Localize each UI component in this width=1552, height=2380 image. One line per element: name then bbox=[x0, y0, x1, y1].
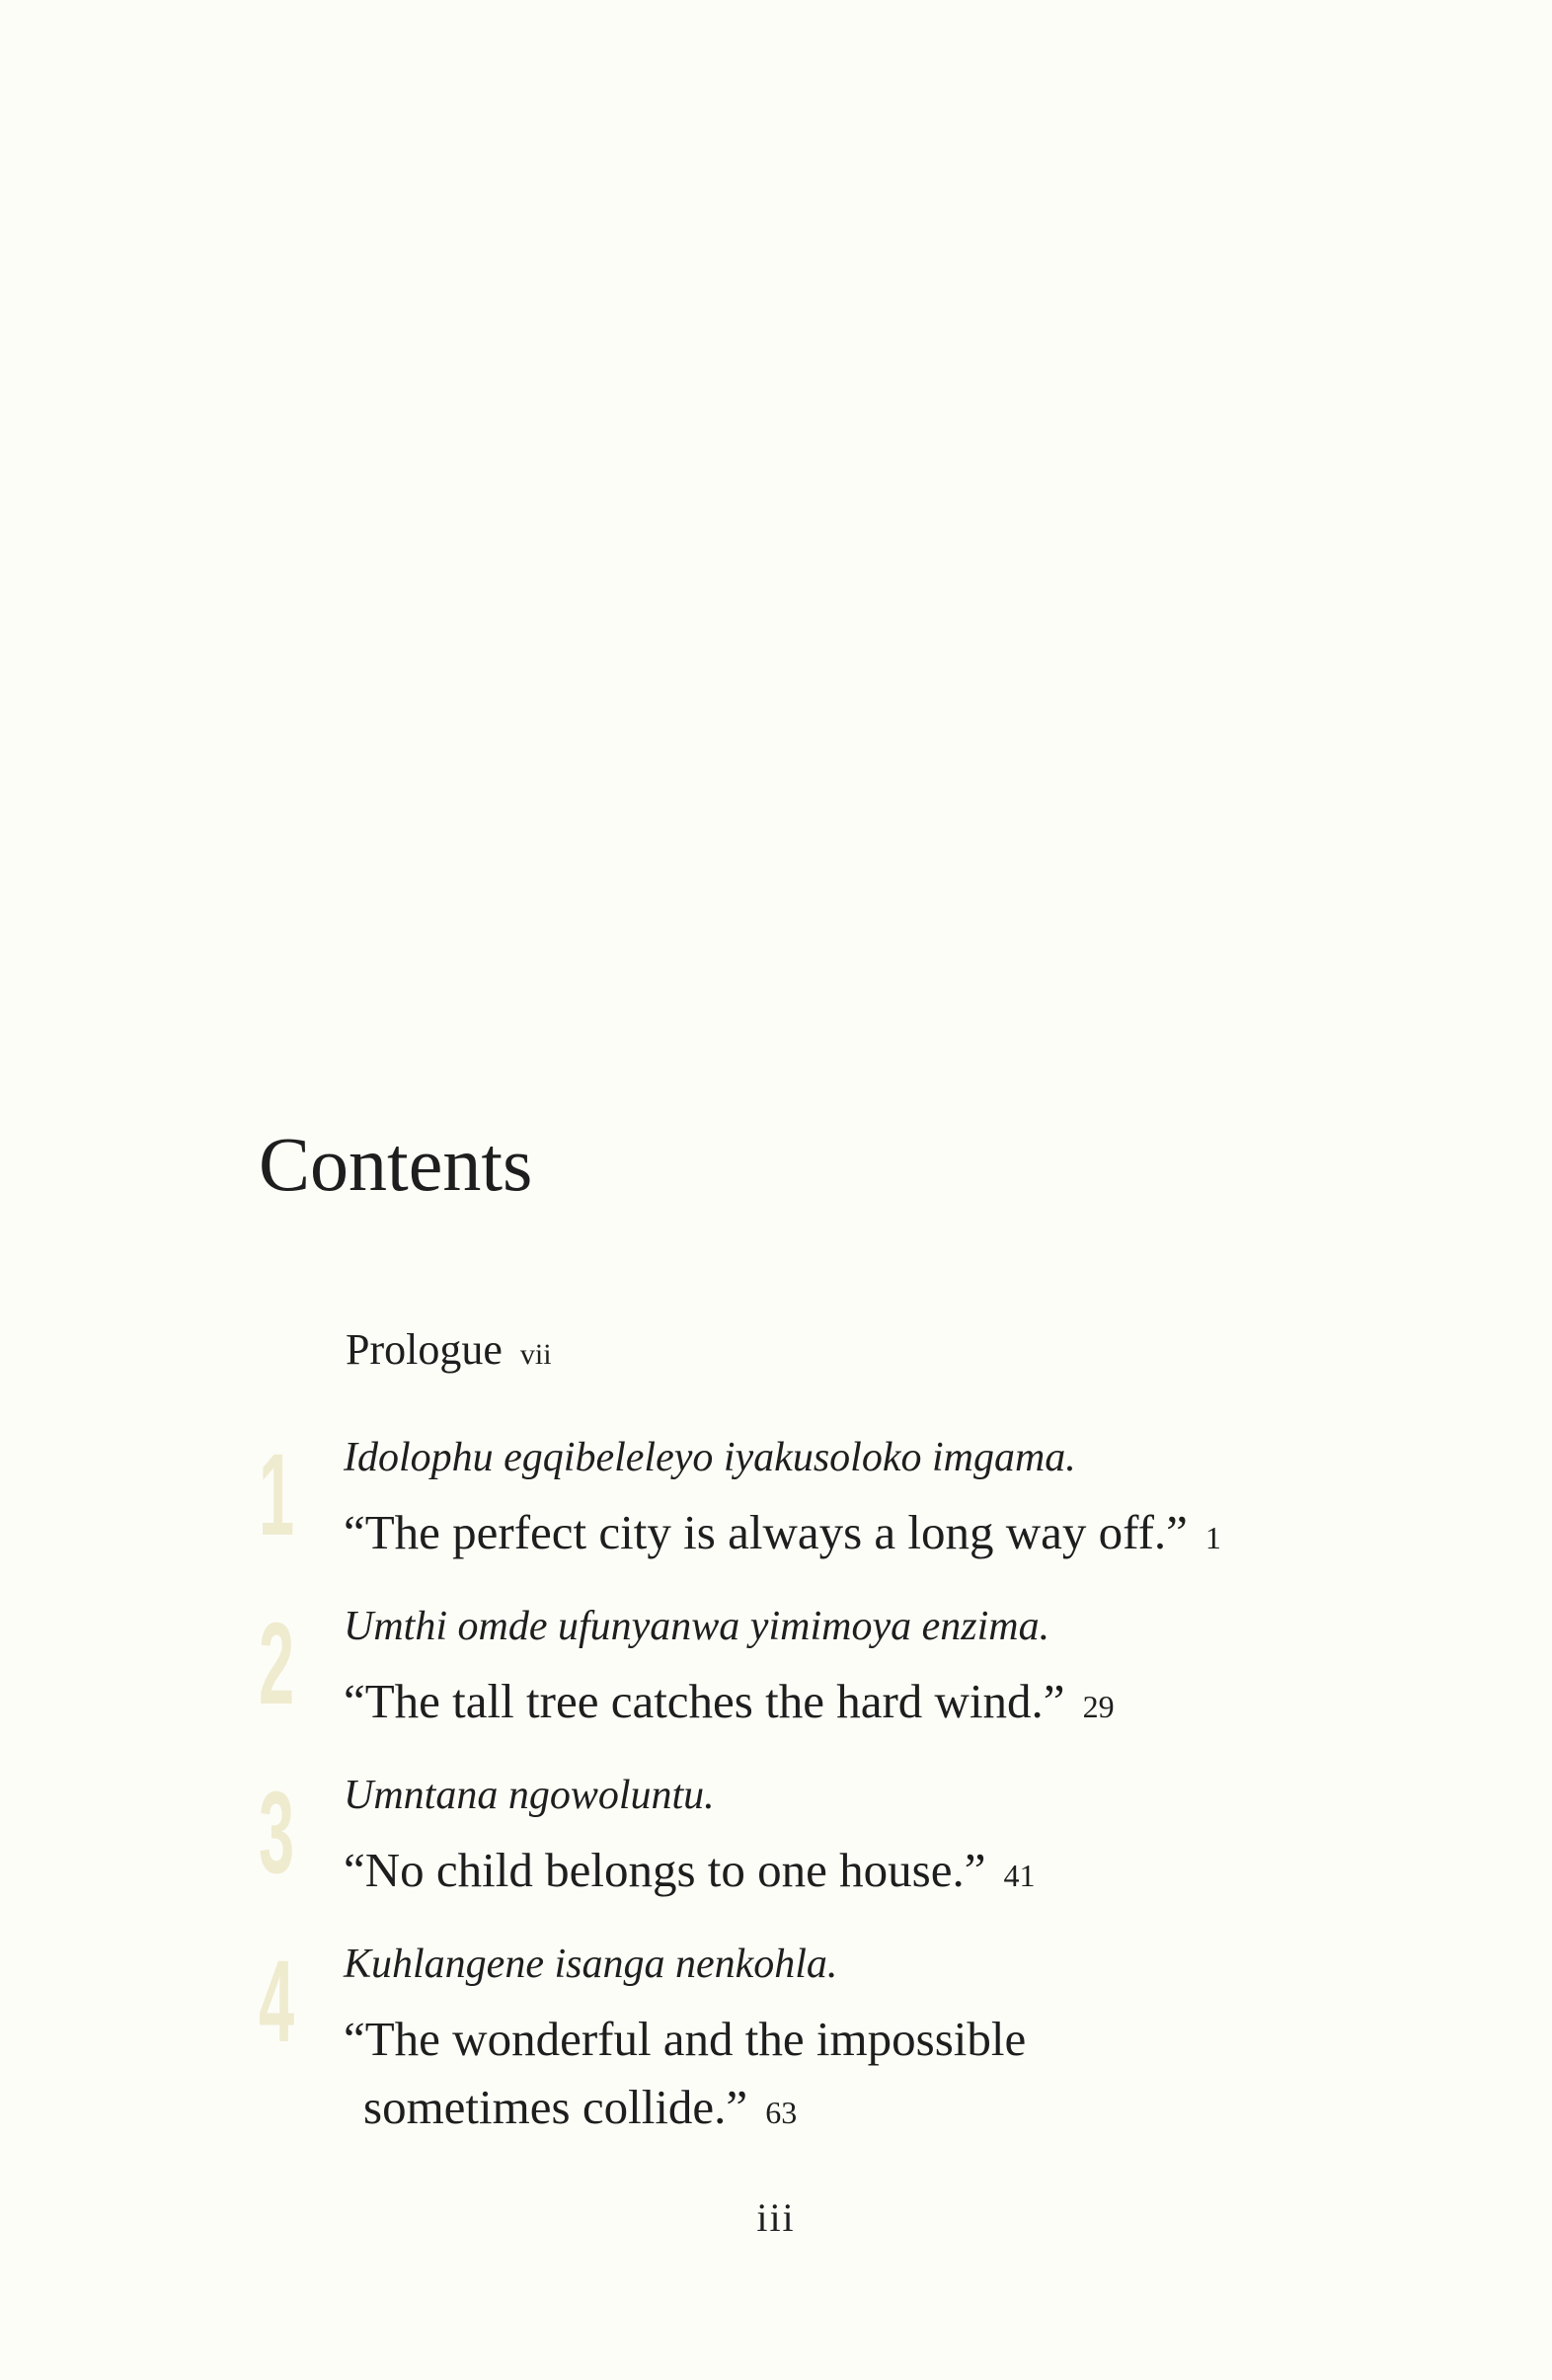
chapter-title-english-line-2: sometimes collide.” bbox=[363, 2080, 748, 2134]
page-number: 1 bbox=[1204, 1520, 1221, 1555]
page-number: vii bbox=[519, 1338, 552, 1371]
chapter-number: 2 bbox=[259, 1599, 295, 1729]
chapter-title-xhosa: Kuhlangene isanga nenkohla. bbox=[344, 1942, 838, 1987]
chapter-title-xhosa: Umthi omde ufunyanwa yimimoya enzima. bbox=[344, 1604, 1050, 1649]
toc-entry-prologue[interactable] bbox=[346, 1325, 552, 1374]
chapter-title-english: “No child belongs to one house.” bbox=[344, 1843, 986, 1897]
prologue-label: Prologue bbox=[346, 1325, 503, 1374]
page-number: 41 bbox=[1003, 1858, 1036, 1893]
folio-page-number: iii bbox=[756, 2195, 796, 2240]
chapter-number: 1 bbox=[259, 1430, 295, 1560]
chapter-title-xhosa: Umntana ngowoluntu. bbox=[344, 1773, 715, 1818]
page-title: Contents bbox=[259, 1121, 533, 1207]
chapter-number: 4 bbox=[259, 1937, 295, 2067]
chapter-title-english: “The tall tree catches the hard wind.” bbox=[344, 1674, 1065, 1728]
chapter-title-english: “The perfect city is always a long way off.” bbox=[344, 1505, 1188, 1559]
chapter-title-english-line-1: “The wonderful and the impossible bbox=[344, 2012, 1027, 2066]
page-number: 63 bbox=[765, 2095, 798, 2130]
page-number: 29 bbox=[1082, 1689, 1115, 1724]
chapter-number: 3 bbox=[259, 1768, 295, 1898]
chapter-title-xhosa: Idolophu egqibeleleyo iyakusoloko imgama. bbox=[344, 1435, 1076, 1480]
